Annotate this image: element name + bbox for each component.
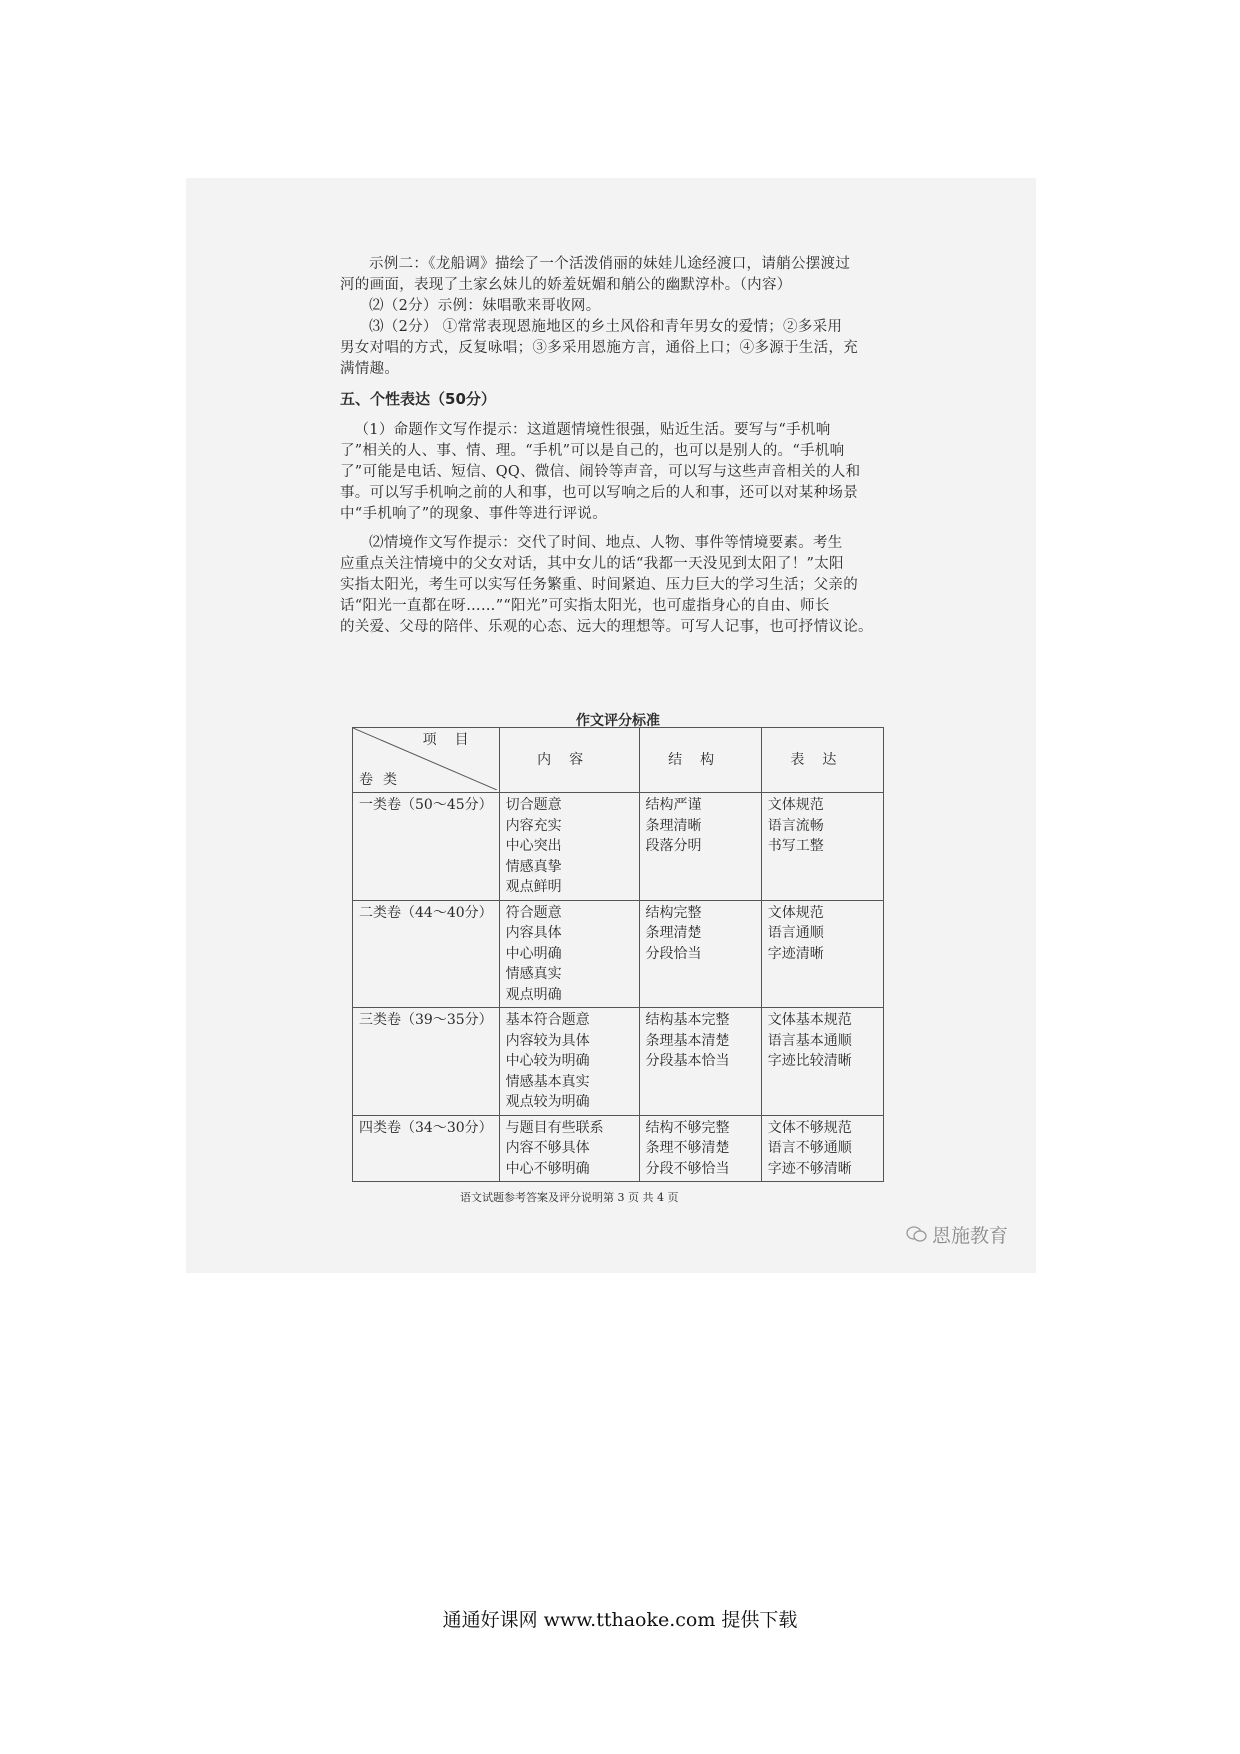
structure-cell [639,900,761,1008]
text-line: 实指太阳光，考生可以实写任务繁重、时间紧迫、压力巨大的学习生活；父亲的 [340,577,858,593]
content-cell [499,900,639,1008]
page-footer: 语文试题参考答案及评分说明第 3 页 共 4 页 [460,1191,679,1204]
criterion-item: 内容不够具体 [505,1140,590,1156]
criterion-item: 语言通顺 [767,925,824,941]
structure-cell [639,1008,761,1116]
header-expression: 表达 [761,728,883,793]
criterion-item: 段落分明 [645,838,702,854]
q2-answer: ⑵（2分）示例：妹唱歌来哥收网。 [369,298,601,314]
criterion-item: 条理清晰 [645,817,702,834]
corner-top-label: 项目 [422,732,487,748]
text-line: 话“阳光一直都在呀……”“阳光”可实指太阳光，也可虚指身心的自由、师长 [340,598,830,614]
content-cell [499,1115,639,1182]
criterion-item: 字迹清晰 [767,945,824,962]
criterion-item: 观点较为明确 [505,1094,590,1110]
prompt-one-paragraph [340,420,895,525]
watermark-text: 恩施教育 [932,1225,1009,1247]
structure-cell [639,1115,761,1182]
text-line: 了”相关的人、事、情、理。“手机”可以是自己的，也可以是别人的。“手机响 [340,443,845,459]
criterion-item: 观点鲜明 [505,879,562,895]
example-two-paragraph [340,254,895,296]
criterion-item: 内容具体 [505,925,562,941]
watermark [906,1221,1008,1248]
criterion-item: 结构完整 [645,904,702,921]
corner-bottom-label: 卷类 [359,771,407,788]
download-credit: 通通好课网 www.tthaoke.com 提供下载 [442,1609,798,1631]
text-line: 河的画面，表现了土家幺妹儿的娇羞妩媚和艄公的幽默淳朴。（内容） [340,277,792,293]
criterion-item: 中心突出 [505,838,562,854]
criterion-item: 文体规范 [767,904,824,921]
table-body [353,793,884,1182]
criterion-item: 语言流畅 [767,817,824,834]
corner-cell [353,728,500,793]
criterion-item: 内容较为具体 [505,1032,590,1049]
q3-answer [340,317,895,380]
criterion-item: 中心不够明确 [505,1160,590,1177]
text-line: 示例二：《龙船调》描绘了一个活泼俏丽的妹娃儿途经渡口，请艄公摆渡过 [369,256,851,272]
criterion-item: 内容充实 [505,817,562,834]
criterion-item: 文体不够规范 [767,1119,852,1136]
criterion-item: 语言基本通顺 [767,1032,852,1049]
criterion-item: 分段不够恰当 [645,1160,730,1177]
criterion-item: 书写工整 [767,838,824,854]
text-line: 应重点关注情境中的父女对话，其中女儿的话“我都一天没见到太阳了！”太阳 [340,556,844,572]
text-line: 满情趣。 [340,361,400,377]
table-row [353,793,884,901]
text-line: 的关爱、父母的陪伴、乐观的心态、远大的理想等。可写人记事，也可抒情议论。 [340,619,873,635]
criterion-item: 基本符合题意 [505,1012,590,1028]
criterion-item: 结构严谨 [645,797,702,813]
grade-cell: 一类卷（50～45分） [353,793,500,901]
text-line: 事。可以写手机响之前的人和事，也可以写响之后的人和事，还可以对某种场景 [340,485,858,501]
text-line: 了”可能是电话、短信、QQ、微信、闹铃等声音，可以写与这些声音相关的人和 [340,464,861,480]
table-header-row [353,728,884,793]
criterion-item: 文体规范 [767,797,824,813]
criterion-item: 分段恰当 [645,945,702,962]
criterion-item: 情感真实 [505,966,562,982]
criterion-item: 条理不够清楚 [645,1140,730,1156]
criterion-item: 字迹比较清晰 [767,1053,852,1069]
content-cell [499,1008,639,1116]
table-row [353,1115,884,1182]
criterion-item: 语言不够通顺 [767,1140,852,1156]
table-row [353,1008,884,1116]
text-line: ⑶（2分） ①常常表现恩施地区的乡土风俗和青年男女的爱情；②多采用 [369,319,843,335]
grade-cell: 二类卷（44～40分） [353,900,500,1008]
criterion-item: 中心明确 [505,945,562,962]
criterion-item: 文体基本规范 [767,1012,852,1028]
expression-cell [761,1115,883,1182]
criterion-item: 情感基本真实 [505,1073,590,1090]
criterion-item: 观点明确 [505,986,562,1003]
text-line: （1）命题作文写作提示：这道题情境性很强，贴近生活。要写与“手机响 [354,422,831,438]
criterion-item: 与题目有些联系 [505,1119,604,1136]
criterion-item: 情感真挚 [505,858,562,875]
text-line: 男女对唱的方式，反复咏唱；③多采用恩施方言，通俗上口；④多源于生活，充 [340,340,858,356]
wechat-icon [906,1225,928,1248]
content-cell [499,793,639,901]
grade-cell: 三类卷（39～35分） [353,1008,500,1116]
structure-cell [639,793,761,901]
criterion-item: 条理清楚 [645,925,702,941]
criterion-item: 中心较为明确 [505,1053,590,1069]
expression-cell [761,1008,883,1116]
criterion-item: 切合题意 [505,797,562,813]
grade-cell: 四类卷（34～30分） [353,1115,500,1182]
header-structure: 结构 [639,728,761,793]
criterion-item: 条理基本清楚 [645,1032,730,1049]
header-content: 内容 [499,728,639,793]
section-five-title: 五、个性表达（50分） [340,390,496,408]
criterion-item: 字迹不够清晰 [767,1160,852,1177]
criterion-item: 结构基本完整 [645,1012,730,1028]
table-title: 作文评分标准 [576,713,660,729]
criterion-item: 结构不够完整 [645,1119,730,1136]
scoring-table [352,727,884,1182]
expression-cell [761,900,883,1008]
criterion-item: 符合题意 [505,904,562,921]
expression-cell [761,793,883,901]
prompt-two-paragraph [340,533,895,638]
text-line: ⑵情境作文写作提示：交代了时间、地点、人物、事件等情境要素。考生 [369,535,843,551]
text-line: 中“手机响了”的现象、事件等进行评说。 [340,506,608,522]
table-row [353,900,884,1008]
criterion-item: 分段基本恰当 [645,1053,730,1069]
